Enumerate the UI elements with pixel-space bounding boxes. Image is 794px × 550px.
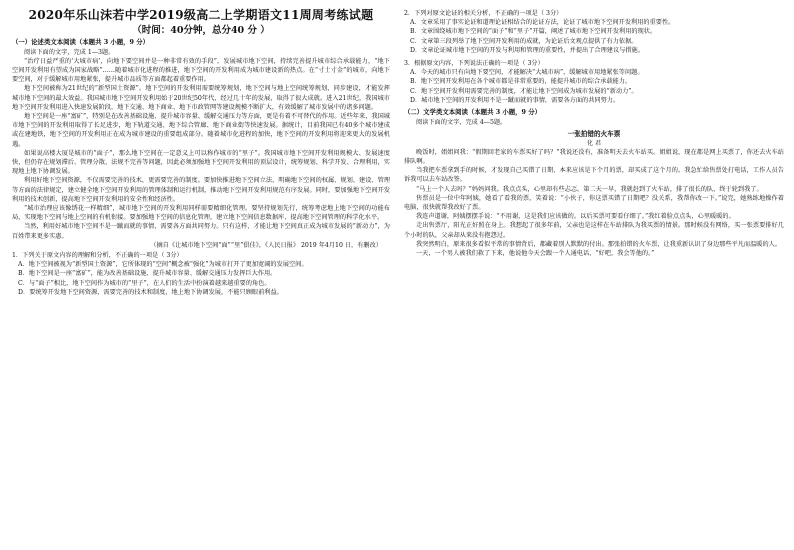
story-paragraph: 当我把车票拿到手的时候，才发现自己买错了日期，本来应该是下个月的票，却买成了这个月的。我急忙给售票处打电话，工作人员告诉我可以去车站改签。 xyxy=(404,167,784,184)
section2-title: （二）文学类文本阅读（本题共 3 小题，9 分） xyxy=(404,108,541,117)
story-paragraph: “马上一个人去吗？”妈妈问我。我点点头，心里却有些忐忑。第二天一早，我就赶到了火车站，排了很长的队，终于轮到我了。 xyxy=(416,185,763,193)
question-3-option-d: D．城市地下空间的开发利用不是一蹴而就的事情，需要各方面的共同努力。 xyxy=(410,96,620,104)
question-2-option-c: C．文章第三段列举了地下空间开发利用的成就，为论证后文观点提供了有力依据。 xyxy=(410,37,638,45)
question-1-option-b: B．地下空间是一座“富矿”，能为改善基础设施、提升城市容量、缓解交通压力发挥巨大作用。 xyxy=(18,270,277,278)
story-author: 化 君 xyxy=(586,139,602,147)
article-paragraph: 地下空间是一座“富矿”，特别是在改善基础设施、提升城市容量、缓解交通压力等方面，更是有着不可替代的作用。近些年来，我国城市地下空间的开发利用取得了长足进步，地下轨道交通、地下综合管廊、地下商业街等快速发展。据统计，目前我国已有40多个城市建成或在建地铁，地下空间的开发利用正在成为城市建设的重要组成部分。随着城市化进程的加快，地下空间的开发利用将迎来更大的发展机遇。 xyxy=(12,113,390,148)
question-3: 3．根据原文内容，下列说法正确的一项是（ 3分） xyxy=(404,60,544,68)
question-3-option-b: B．地下空间开发利用在各个城市都是非常重要的，能提升城市的综合承载能力。 xyxy=(410,78,632,86)
left-column xyxy=(12,38,390,540)
question-3-option-a: A．今天的城市只有向地下要空间，才能解决“大城市病”，缓解城市用地紧张等问题。 xyxy=(410,69,644,77)
question-1-option-a: A．地下空间被视为“新型国土资源”，它所体现的“空间”概念被“强化”为城市打开了更加宽阔的发展空间。 xyxy=(18,261,308,269)
article-paragraph: 如果说高楼大厦是城市的“面子”，那么地下空间在一定意义上可以称作城市的“里子”。我国城市地下空间开发利用规模大、发展速度快，但仍存在规划滞后、管理分散、法规不完善等问题，因此必须加强地下空间开发利用的顶层设计，统筹规划、科学开发、合理利用，实现地上地下协调发展。 xyxy=(12,149,390,176)
story-paragraph: 我连声道谢，阿姨摆摆手说：“不用谢，这是我们应该做的。以后买票可要看仔细了。”我红着脸点点头，心里暖暖的。 xyxy=(416,213,735,221)
article-paragraph: 当然，利用好城市地下空间不是一蹴而就的事情，需要各方面共同努力。只有这样，才能让地下空间真正成为城市发展的“新动力”，为百姓带来更多实惠。 xyxy=(12,223,390,240)
story-paragraph: 晚饭时，姐姐问我：“假期回老家的车票买好了吗？”我说还没有，准备明天去火车站买。姐姐说，现在都是网上买票了，你还去火车站排队啊。 xyxy=(404,148,784,166)
exam-subtitle: （时间：40分钟，总分40 分 ） xyxy=(132,25,270,36)
question-2: 2．下列对原文论证的相关分析，不正确的一项是（ 3分） xyxy=(404,10,563,17)
story-paragraph: 走出售票厅，阳光正好照在身上。我想起了很多年前，父亲也是这样在车站排队为我买票的情景。那时候没有网络，买一张票要排好几个小时的队，父亲却从来没有抱怨过。 xyxy=(404,222,784,239)
article-paragraph: “治疗日益严重的‘大城市病’，向地下要空间并是一种非常有效的手段”，发展城市地下空间，持续完善提升城市综合承载能力，“地下空间开发利用有望成为国家战略”……随着城市化进程的推进，地下空间的开发利用成为城市建设新的热点。在“寸土寸金”的城市，向地下要空间，对于缓解城市用地紧张，提升城市品质等方面都起着重要作用。 xyxy=(12,57,390,84)
article-paragraph: 地下空间被称为21世纪的“新型国土资源”。地下空间的开发利用需要统筹规划，地下空间与地上空间统筹规划，同步建设，才能发挥城市地下空间的最大效益。我国城市地下空间开发利用始于20世纪50年代，经过几十年的发展，取得了很大成就。进入21世纪，我国城市地下空间开发利用进入快速发展阶段，地下交通、地下商业、地下市政管网等建设规模不断扩大，有效缓解了城市发展中的诸多问题。 xyxy=(12,85,390,111)
question-1-option-d: D．要统筹开发地下空间资源，需要完善的技术和制度，地上地下协调发展，不能只顾眼前利益。 xyxy=(18,288,283,296)
right-column xyxy=(404,8,784,540)
article-paragraph: 利用好地下空间资源，不仅需要完善的技术，更需要完善的制度。要加快推进地下空间立法，明确地下空间的权属、规划、建设、管理等方面的法律规定，建立健全地下空间开发利用的管理体制和运行机制，推动地下空间开发利用规范有序发展。同时，要加强地下空间开发利用的技术创新，提高地下空间开发利用的安全性和经济性。 xyxy=(12,177,390,203)
story-paragraph: 售票员是一位中年阿姨，她看了看我的票，笑着说：“小伙子，你这票买错了日期吧？没关系，我帮你改一下。”说完，她熟练地操作着电脑，很快就帮我改好了票。 xyxy=(404,194,784,212)
article-source: （摘自《让城市地下空间“面”“里”俱佳》，《人民日报》 2019 年4月10 日，有删改） xyxy=(150,241,382,249)
story-paragraph: 一天，一个男人被我们救了下来，他说他今天会跟一个人通电话，“好吧，我会等他的。” xyxy=(416,250,655,258)
question-2-option-d: D．文章论证城市地下空间的开发与利用和管理的重要性，并提出了合理建议与措施。 xyxy=(410,46,644,54)
question-1: 1．下列关于原文内容的理解和分析，不正确的一项是（ 3分） xyxy=(12,252,183,260)
story-paragraph: 我突然明白，原来很多看似平常的事情背后，都藏着别人默默的付出。那张拍错的火车票，让我重新认识了身边那些平凡而温暖的人。 xyxy=(416,240,782,248)
section1-title: （一）论述类文本阅读（本题共 3 小题，9 分） xyxy=(12,38,149,46)
section2-instruction: 阅读下面的文字，完成 4—5题。 xyxy=(416,118,507,126)
question-2-option-a: A．文章采用了事实论证和道理论证相结合的论证方法，论证了城市地下空间开发利用的重要性。 xyxy=(410,19,675,27)
article-paragraph: “城市治理应该像绣花一样精细”，城市地下空间的开发利用同样需要精细化管理。要坚持规划先行，统筹考虑地上地下空间的功能布局，实现地下空间与地上空间的有机衔接。要加强地下空间的信息化管理，建立地下空间信息数据库，提高地下空间管理的科学化水平。 xyxy=(12,205,390,222)
exam-title: 2020年乐山沫若中学2019级高二上学期语文11周周考练试题 xyxy=(28,8,374,22)
question-2-option-b: B．文章围绕城市地下空间的“面子”和“里子”开篇，阐述了城市地下空间开发利用的现状。 xyxy=(410,28,657,36)
question-3-option-c: C．地下空间开发利用需要完善的制度，才能让地下空间成为城市发展的“新动力”。 xyxy=(410,87,638,95)
story-title: 一张拍错的火车票 xyxy=(567,129,621,138)
question-1-option-c: C．与“面子”相比，地下空间作为城市的“里子”，在人们的生活中扮演着越来越重要的角色。 xyxy=(18,279,271,287)
section1-instruction: 阅读下面的文字，完成 1—3题。 xyxy=(24,48,115,56)
